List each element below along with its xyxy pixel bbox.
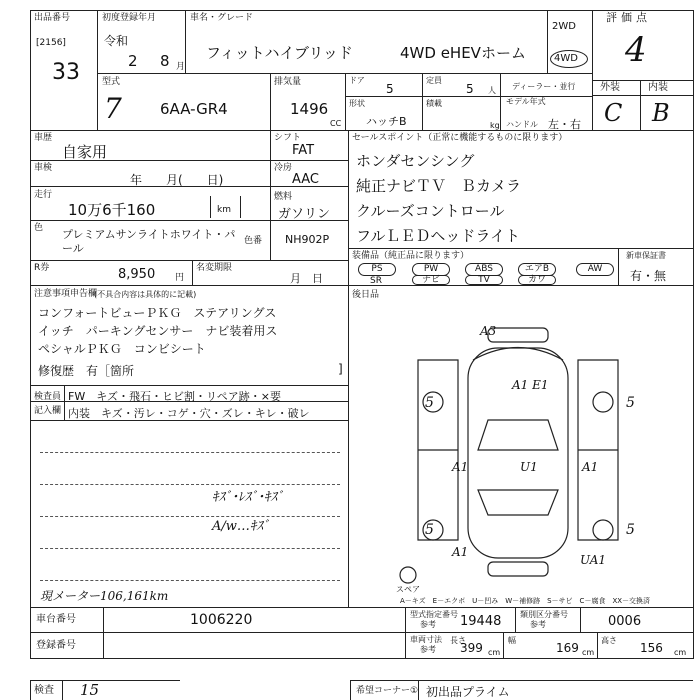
recycle-fee: 8,950 [118,267,156,282]
chassis-label: 車台番号 [36,614,76,625]
reg-year: 2 [128,52,138,70]
new-manual: 有・無 [630,269,667,283]
shift: FAT [292,143,315,158]
new-manual-label: 新車保証書 [626,251,666,260]
divider [30,260,348,261]
equip-navi: ナビ [412,275,450,285]
handwritten-meter: 現メーター106,161km [40,589,169,603]
car-name-label: 車名・グレード [190,13,254,23]
doors: 5 [386,82,394,96]
rear-bumper [488,562,548,576]
note-line-3: ペシャルＰＫＧ コンビシート [38,342,206,356]
divider [515,607,516,632]
equip-sr: SR [370,276,382,286]
height-label: 高さ [601,636,617,645]
month-unit: 月 [176,62,186,72]
class-number: 0006 [608,614,642,629]
size-label: 車両寸法 [410,635,442,644]
capacity-unit: 人 [488,86,496,95]
width-label: 幅 [508,636,516,645]
divider [418,680,419,700]
height: 156 [640,641,663,655]
fw-row: FW キズ・飛石・ヒビ割・リペア跡・×要 [68,390,281,403]
sales-point-2: 純正ナビＴＶ Ｂカメラ [356,177,522,195]
sales-points-label: セールスポイント（正常に機能するものに限ります） [352,133,568,143]
score-label: 評価点 [606,11,651,24]
mark-a1e1: A1 E1 [512,378,549,392]
check-value: 15 [80,681,100,699]
divider [503,632,504,658]
fuel-label: 燃料 [274,192,293,202]
lot-label: 出品番号 [34,13,71,23]
divider [30,680,180,681]
divider [185,10,186,73]
divider [192,260,193,285]
divider [592,10,593,130]
frame-right [693,10,694,658]
sales-point-1: ホンダセンシング [356,152,475,170]
ac: AAC [292,172,319,187]
kg-unit: kg [490,121,500,130]
mark-u1: U1 [520,460,538,474]
divider [62,680,63,700]
damage-legend: A－キズ E－エクボ U－凹み W－補修跡 S－サビ C－腐食 XX－交換済 [400,597,651,605]
history-label: 車歴 [34,133,53,143]
shape-label: 形状 [349,99,365,108]
mark-ua1: UA1 [580,553,607,567]
int-label: 内装 [648,82,668,93]
divider [270,73,271,130]
drive-4wd: 4WD [554,53,578,64]
title-deadline: 月 日 [290,272,323,285]
divider [30,285,693,286]
interior-row: 内装 キズ・汚レ・コゲ・穴・ズレ・キレ・破レ [68,407,310,420]
km-unit: km [217,205,231,215]
length-label: 長さ [450,636,466,645]
lot-sub: [2156] [36,38,66,48]
class-label: 類別区分番号 [520,610,568,619]
car-name: フィットハイブリッド [206,44,353,62]
shape: ハッチB [366,115,407,128]
color-number: NH902P [285,233,330,246]
capacity: 5 [466,82,474,96]
divider [30,385,348,386]
frame-top [30,10,694,11]
writing-line [40,516,340,517]
history: 自家用 [62,143,108,161]
back-label: 後日品 [352,290,380,300]
ext-label: 外装 [600,82,620,93]
mark-a3: A3 [480,324,497,338]
divider [405,607,406,658]
note-line-2: イッチ パーキングセンサー ナビ装着用ス [38,324,278,338]
color-no-label: 色番 [244,236,263,246]
divider [348,130,349,285]
designation-number: 19448 [460,614,502,629]
divider [30,632,693,633]
inspector-label-2: 記入欄 [34,406,62,416]
divider [500,73,501,130]
spare-tyre [400,567,416,583]
mark-5-rl: 5 [425,522,434,538]
displacement: 1496 [290,100,329,118]
era: 令和 [104,34,129,48]
equip-tv: TV [465,275,503,285]
drive-2wd: 2WD [552,21,576,32]
color-label: 色 [34,223,44,233]
int-grade: B [652,99,670,127]
width-unit: cm [582,648,595,657]
first-reg-label: 初度登録年月 [102,13,157,23]
tyre-rr [593,520,613,540]
divider [240,196,241,218]
model-year-label: モデル年式 [506,97,546,106]
inspection-date: 年 月( 日) [130,173,224,187]
capacity-label: 定員 [426,76,442,85]
title-deadline-label: 名変期限 [196,263,233,273]
lot-number: 33 [52,60,80,85]
recycle-label: R券 [34,263,50,273]
writing-line [40,484,340,485]
mileage-label: 走行 [34,190,53,200]
windshield [478,420,558,450]
writing-line [40,548,340,549]
sales-point-3: クルーズコントロール [356,202,505,220]
color: プレミアムサンライトホワイト・パール [62,228,236,255]
handwritten-note-1: ｷｽﾞ･ﾚｽﾞ･ｷｽﾞ [212,490,284,505]
check-label: 検査 [34,685,54,696]
divider [592,80,693,81]
notes-sub: (不具合内容は具体的に記載) [94,290,197,299]
ac-label: 冷房 [274,163,293,173]
corner: 初出品プライム [426,685,510,699]
equip-ps: PS [358,263,396,276]
rear-window [478,490,558,515]
designation-label: 型式指定番号 [410,610,458,619]
length: 399 [460,641,483,655]
inspection-label: 車検 [34,163,53,173]
divider [592,95,693,96]
equip-pw: PW [412,263,450,276]
grade: 4WD eHEVホーム [400,44,526,62]
equipment-label: 装備品（純正品に限ります） [352,251,470,261]
equip-aw: AW [576,263,614,276]
divider [270,130,271,260]
divider [64,385,65,420]
divider [345,96,592,97]
model-label: 型式 [102,77,121,87]
spare-label: スペア [396,585,420,594]
loading-label: 積載 [426,99,442,108]
equip-leather: カワ [518,275,556,285]
divider [640,80,641,130]
divider [580,607,581,632]
writing-line [40,580,340,581]
ext-grade: C [604,99,623,127]
inspector-label-1: 検査員 [34,392,62,402]
divider [348,248,693,249]
yen-unit: 円 [175,273,185,283]
divider [30,607,693,608]
divider [618,248,619,285]
size-sub: 参考 [420,645,436,654]
notes-label: 注意事項申告欄 [34,289,98,299]
divider [422,73,423,130]
divider [103,607,104,658]
length-unit: cm [488,648,501,657]
divider [97,10,98,130]
score-value: 4 [625,30,647,70]
mark-a1-rear: A1 [452,545,469,559]
divider [597,632,598,658]
car-diagram [348,300,693,600]
divider [345,73,346,130]
divider [350,680,693,681]
class-sub: 参考 [530,620,546,629]
mileage: 10万6千160 [68,201,156,219]
equip-airbag: エアB [518,263,556,276]
hood-line [473,348,563,361]
shift-label: シフト [274,133,302,143]
corner-label: 希望コーナー① [356,686,419,696]
model-code: 6AA-GR4 [160,100,228,118]
reg-label: 登録番号 [36,640,76,651]
writing-line [40,452,340,453]
fuel: ガソリン [278,207,331,222]
repair-history: 修復歴 有［箇所 [38,364,135,378]
dealer-label: ディーラー・並行 [512,82,576,91]
handwritten-stroke: 7 [104,92,122,125]
reg-month: 8 [160,52,170,70]
mark-5-fl: 5 [425,395,434,411]
sales-point-4: フルＬＥＤヘッドライト [356,227,520,245]
frame-left [30,10,31,658]
chassis-number: 1006220 [190,612,253,628]
mark-a1-left: A1 [452,460,469,474]
handwritten-note-2: A/w…ｷｽﾞ [212,519,270,534]
mark-5-fr: 5 [626,395,635,411]
steering: 左・右 [548,118,581,131]
divider [547,10,548,73]
divider [30,130,693,131]
steering-label: ハンドル [506,120,538,129]
front-bumper [488,328,548,342]
designation-sub: 参考 [420,620,436,629]
displacement-label: 排気量 [274,77,302,87]
doors-label: ドア [349,76,365,85]
mark-5-rr: 5 [626,522,635,538]
cc-unit: CC [330,119,342,128]
width: 169 [556,641,579,655]
divider [210,196,211,218]
divider [350,680,351,700]
height-unit: cm [674,648,687,657]
repair-bracket: ] [338,362,343,376]
divider [30,680,31,700]
note-line-1: コンフォートビューＰＫＧ ステアリングス [38,306,277,320]
mark-a1-right: A1 [582,460,599,474]
equip-abs: ABS [465,263,503,276]
frame-bottom [30,658,694,659]
tyre-fr [593,392,613,412]
